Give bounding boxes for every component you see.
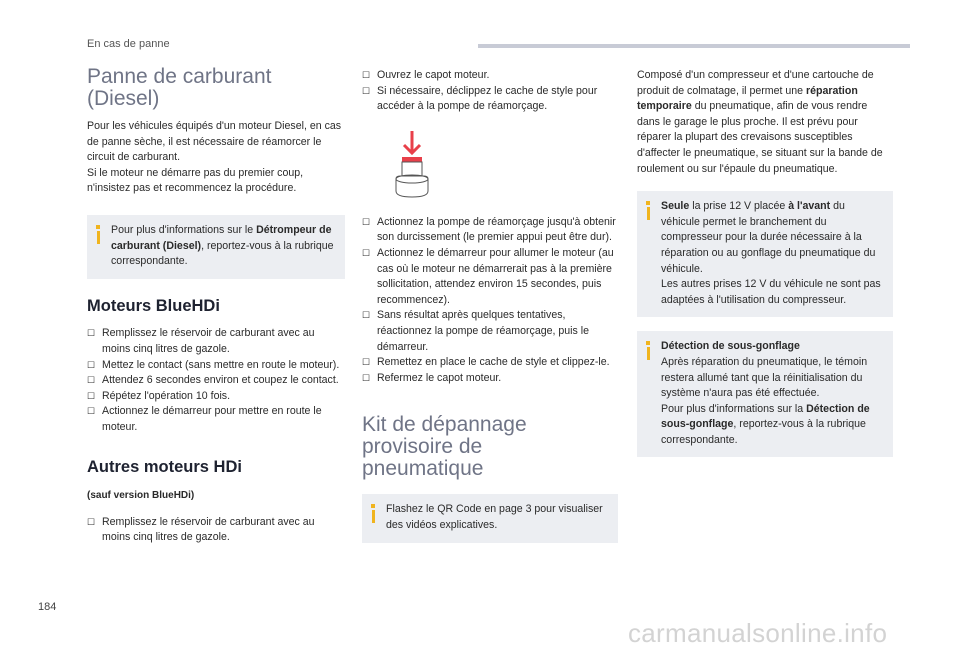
checkbox-icon: ☐ xyxy=(87,390,96,401)
info-text: Flashez le QR Code en page 3 pour visualiser des vidéos explicatives. xyxy=(386,503,603,531)
info-title: Détection de sous-gonflage xyxy=(661,340,800,353)
kit-intro: Composé d'un compresseur et d'une cartouche de produit de colmatage, il permet une réparation temporaire du pneumatique, afin de vous rendre dans le garage le plus proche. Il est prévu pour réparer la plupart des crevaisons susceptibles d'affecter le pneumatique, se situant sur la bande de roulement ou sur l'épaule du pneumatique. xyxy=(637,69,883,175)
info-link-fuel-guard: Détrompeur de carburant (Diesel) xyxy=(111,223,332,252)
list-item: ☐ Actionnez la pompe de réamorçage jusqu'à obtenir son durcissement (le premier appui peut être dur). xyxy=(362,215,616,244)
info-box-fuel-guard xyxy=(87,215,345,279)
steps-priming xyxy=(362,215,618,387)
list-item: ☐ Mettez le contact (sans mettre en route le moteur). xyxy=(87,358,345,374)
hdi-steps xyxy=(87,515,345,546)
checkbox-icon: ☐ xyxy=(87,375,96,386)
info-icon xyxy=(95,225,101,244)
list-item: ☐ Remettez en place le cache de style et clippez-le. xyxy=(362,355,618,371)
title-line-2: (Diesel) xyxy=(87,87,160,110)
list-item: ☐ Attendez 6 secondes environ et coupez le contact. xyxy=(87,373,345,389)
list-item: ☐ Sans résultat après quelques tentatives, réactionnez la pompe de réamorçage, puis le démarreur. xyxy=(362,309,589,353)
info-text: , reportez-vous à la rubrique correspondante. xyxy=(111,239,334,268)
checkbox-icon: ☐ xyxy=(362,216,371,227)
checkbox-icon: ☐ xyxy=(87,516,96,527)
list-item: ☐ Si nécessaire, déclippez le cache de style pour accéder à la pompe de réamorçage. xyxy=(362,84,598,113)
info-text: Seule la prise 12 V placée à l'avant du véhicule permet le branchement du compresseur pour la durée nécessaire à la réparation ou au gonflage du pneumatique du véhicule. xyxy=(661,200,876,275)
checkbox-icon: ☐ xyxy=(87,328,96,339)
heading-other-hdi: Autres moteurs HDi xyxy=(87,457,242,476)
title-line-2: provisoire de xyxy=(362,435,483,459)
info-text: Pour plus d'informations sur la Détection de sous-gonflage, reportez-vous à la rubrique correspondante. xyxy=(661,402,870,446)
list-item: ☐ Remplissez le réservoir de carburant avec au moins cinq litres de gazole. xyxy=(87,515,315,544)
info-icon xyxy=(645,201,651,220)
heading-bluehdi: Moteurs BlueHDi xyxy=(87,296,220,315)
info-box-qr xyxy=(362,494,618,542)
info-icon xyxy=(370,504,376,523)
hdi-note: (sauf version BlueHDi) xyxy=(87,490,195,502)
bluehdi-steps xyxy=(87,326,345,435)
title-line-1: Kit de dépannage xyxy=(362,413,527,437)
list-item: ☐ Refermez le capot moteur. xyxy=(362,371,618,387)
list-item: ☐ Ouvrez le capot moteur. xyxy=(362,68,618,84)
title-line-3: pneumatique xyxy=(362,457,484,481)
intro-diesel: Pour les véhicules équipés d'un moteur Diesel, en cas de panne sèche, il est nécessaire de réamorcer le circuit de carburant. xyxy=(87,120,342,164)
title-repair-kit xyxy=(362,414,618,480)
info-text: Après réparation du pneumatique, le témoin restera allumé tant que la réinitialisation du système n'aura pas été effectuée. xyxy=(661,355,868,400)
info-text: Pour plus d'informations sur le xyxy=(111,223,257,236)
intro-retry: Si le moteur ne démarre pas du premier coup, n'insistez pas et recommencez la procédure. xyxy=(87,166,304,195)
info-box-12v xyxy=(637,191,893,317)
section-title: En cas de panne xyxy=(87,38,170,50)
title-fuel-outage xyxy=(87,66,345,110)
steps-open-hood xyxy=(362,68,618,115)
checkbox-icon: ☐ xyxy=(362,70,371,80)
info-text: Les autres prises 12 V du véhicule ne sont pas adaptées à l'utilisation du compresseur. xyxy=(661,278,881,306)
list-item: ☐ Actionnez le démarreur pour mettre en route le moteur. xyxy=(87,405,322,433)
title-line-1: Panne de carburant xyxy=(87,65,272,88)
checkbox-icon: ☐ xyxy=(362,247,371,258)
checkbox-icon: ☐ xyxy=(362,372,371,383)
watermark: carmanualsonline.info xyxy=(628,618,888,648)
info-box-underinflation xyxy=(637,331,893,457)
header-bar xyxy=(478,44,910,48)
page-number: 184 xyxy=(38,601,57,613)
column-2 xyxy=(362,68,618,543)
checkbox-icon: ☐ xyxy=(87,359,96,370)
column-1 xyxy=(87,66,345,546)
checkbox-icon: ☐ xyxy=(362,357,371,368)
checkbox-icon: ☐ xyxy=(87,406,96,417)
priming-pump-icon xyxy=(392,129,618,207)
column-3 xyxy=(637,68,893,457)
list-item: ☐ Remplissez le réservoir de carburant avec au moins cinq litres de gazole. xyxy=(87,327,315,355)
info-icon xyxy=(645,341,651,360)
checkbox-icon: ☐ xyxy=(362,85,371,96)
list-item: ☐ Actionnez le démarreur pour allumer le moteur (au cas où le moteur ne démarrerait pas à la première sollicitation, attendez environ 15 secondes, puis recommencez). xyxy=(362,246,614,306)
checkbox-icon: ☐ xyxy=(362,310,371,321)
list-item: ☐ Répétez l'opération 10 fois. xyxy=(87,389,345,405)
